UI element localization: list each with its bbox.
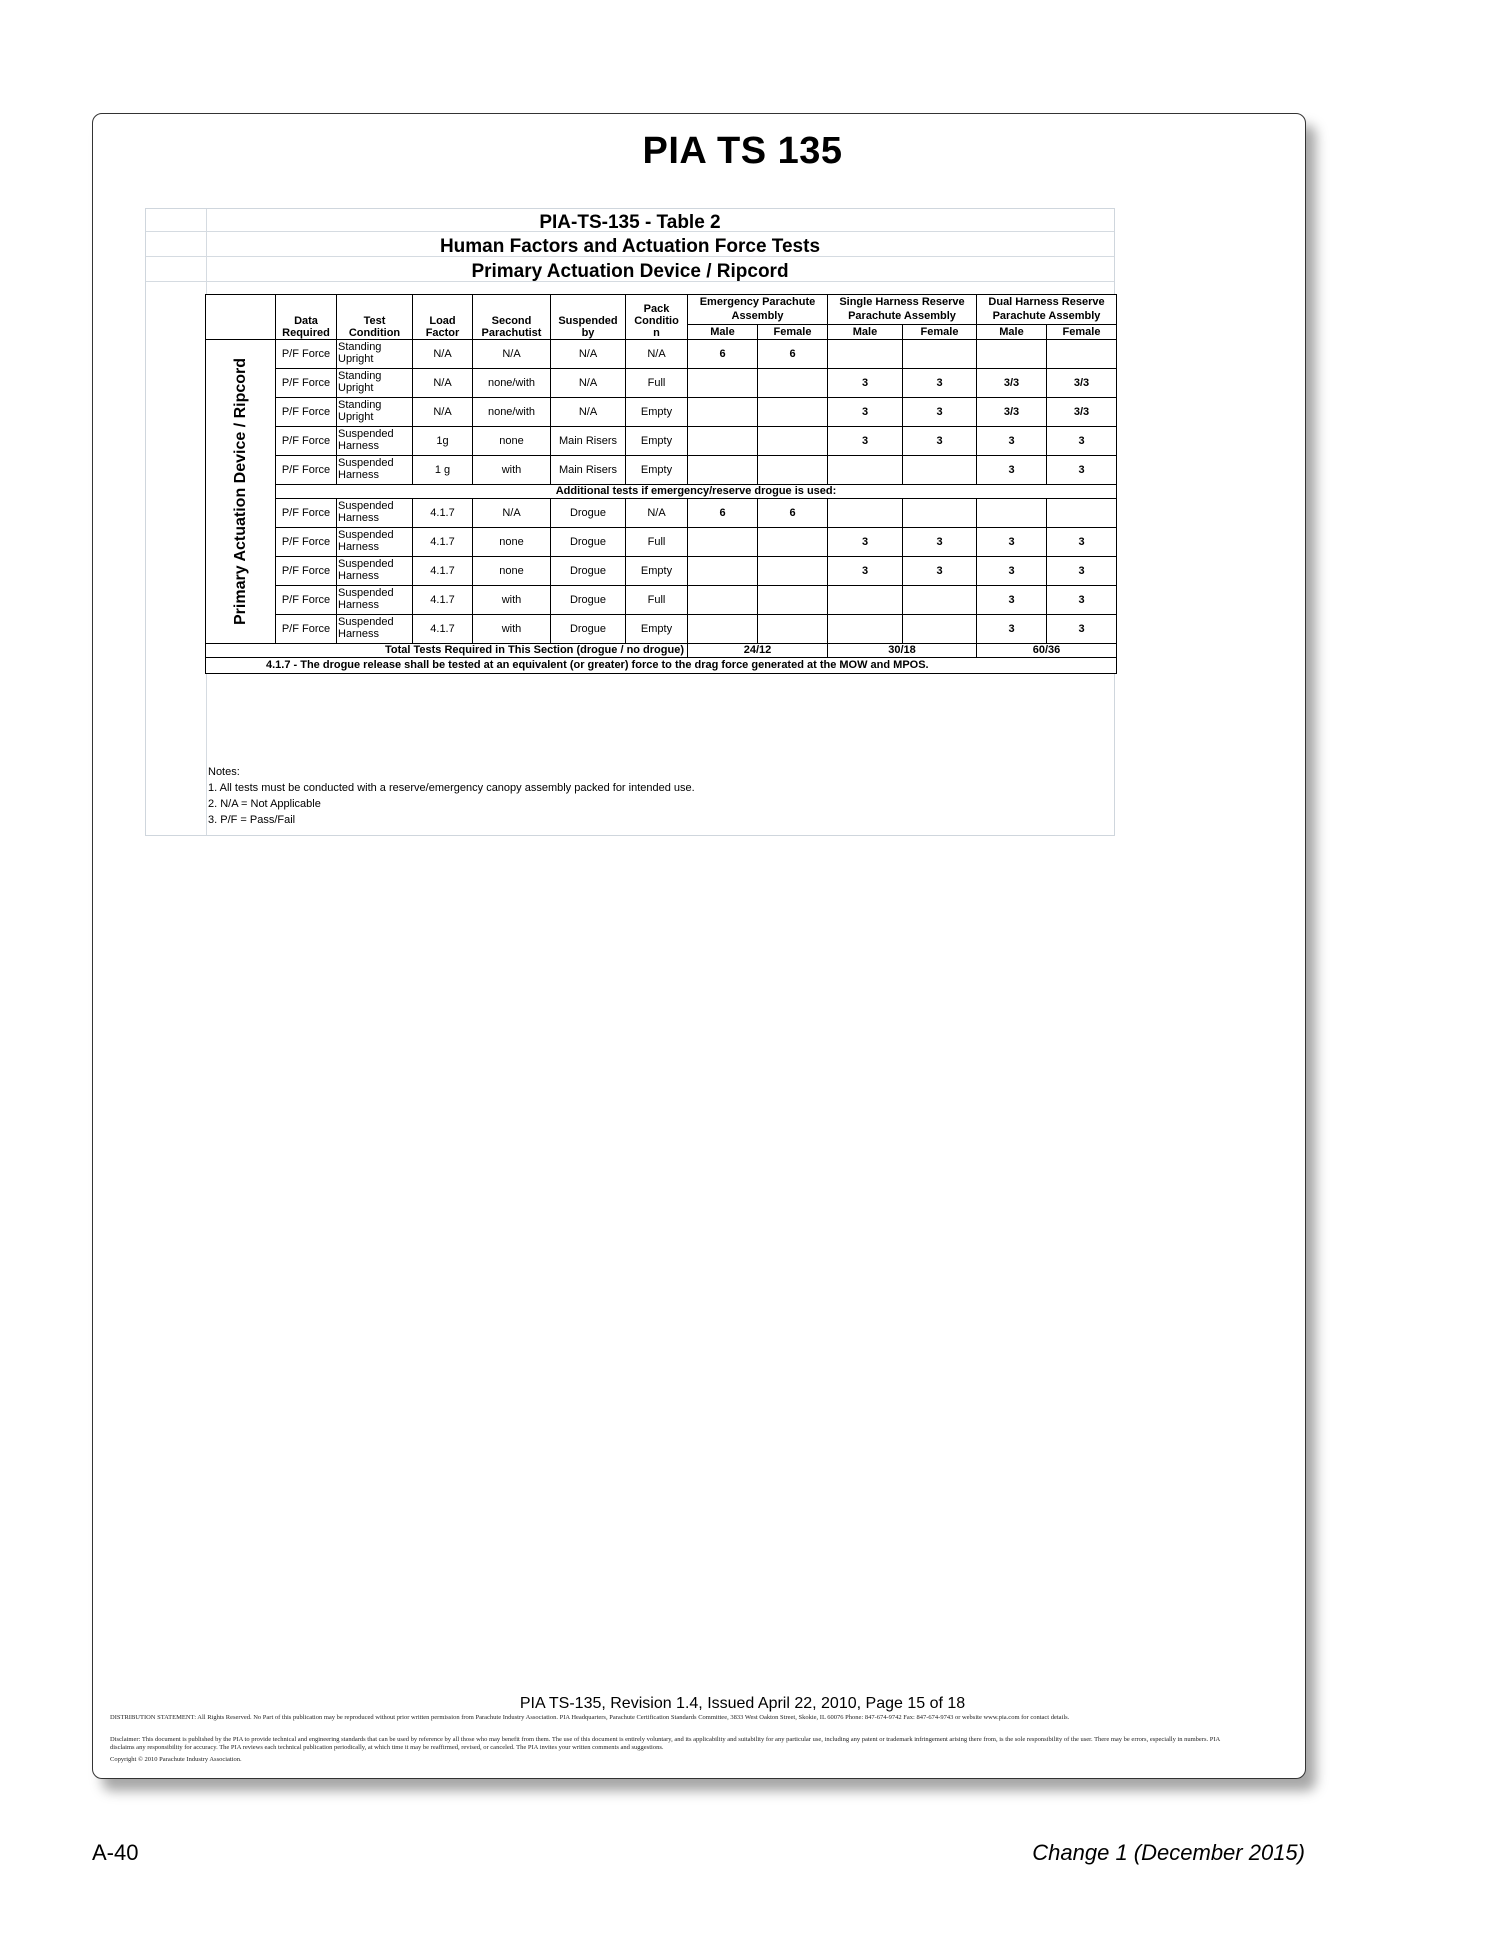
page-number: A-40 <box>92 1840 139 1865</box>
test-count-cell <box>688 427 758 456</box>
test-count-cell <box>828 499 903 528</box>
test-count-cell <box>903 615 977 644</box>
suspended-by-cell: N/A <box>551 340 626 369</box>
actuation-force-table <box>205 294 1117 674</box>
test-count-cell <box>1047 499 1117 528</box>
test-count-cell <box>688 615 758 644</box>
data-required-cell: P/F Force <box>276 615 337 644</box>
test-count-cell <box>758 615 828 644</box>
data-required-cell: P/F Force <box>276 528 337 557</box>
data-required-cell: P/F Force <box>276 586 337 615</box>
header-sex-1: Female <box>758 325 828 340</box>
note-line: 3. P/F = Pass/Fail <box>208 814 296 826</box>
header-line: Suspended <box>338 500 394 513</box>
test-count-cell <box>688 369 758 398</box>
table-row <box>206 456 1117 485</box>
load-factor-cell: 4.1.7 <box>413 528 473 557</box>
pack-condition-cell: Empty <box>626 398 688 427</box>
pack-condition-cell: Empty <box>626 615 688 644</box>
data-required-cell: P/F Force <box>276 398 337 427</box>
header-line: Dual Harness Reserve <box>988 295 1105 308</box>
header-line: Suspended <box>338 587 394 600</box>
test-count-cell: 3 <box>1047 586 1117 615</box>
load-factor-cell: N/A <box>413 369 473 398</box>
suspended-by-cell: Main Risers <box>551 456 626 485</box>
header-line: Suspended <box>338 529 394 542</box>
test-count-cell: 3/3 <box>1047 398 1117 427</box>
header-sex-4: Male <box>977 325 1047 340</box>
pack-condition-cell: N/A <box>626 499 688 528</box>
data-required-cell: P/F Force <box>276 499 337 528</box>
test-count-cell <box>903 456 977 485</box>
header-line: Upright <box>338 382 374 394</box>
test-count-cell <box>977 340 1047 369</box>
test-condition-cell <box>337 456 413 485</box>
test-count-cell <box>903 499 977 528</box>
data-required-cell: P/F Force <box>276 456 337 485</box>
load-factor-cell: N/A <box>413 340 473 369</box>
table-row <box>206 528 1117 557</box>
table-row <box>206 340 1117 369</box>
second-parachutist-cell: none <box>473 557 551 586</box>
test-count-cell <box>688 557 758 586</box>
pack-condition-cell: Full <box>626 586 688 615</box>
test-count-cell: 3 <box>828 369 903 398</box>
test-condition-cell <box>337 427 413 456</box>
test-count-cell: 3 <box>1047 528 1117 557</box>
test-count-cell: 3 <box>828 398 903 427</box>
pack-condition-cell: N/A <box>626 340 688 369</box>
test-count-cell <box>688 528 758 557</box>
suspended-by-cell: Main Risers <box>551 427 626 456</box>
totals-value: 30/18 <box>828 644 977 658</box>
footer-revision: PIA TS-135, Revision 1.4, Issued April 22, 2010, Page 15 of 18 <box>519 1695 966 1712</box>
suspended-by-cell: Drogue <box>551 615 626 644</box>
data-required-cell: P/F Force <box>276 369 337 398</box>
header-group-0 <box>688 295 828 325</box>
header-group-1 <box>828 295 977 325</box>
test-count-cell <box>828 615 903 644</box>
header-line: Suspended <box>338 616 394 629</box>
test-count-cell: 3 <box>977 528 1047 557</box>
data-required-cell: P/F Force <box>276 557 337 586</box>
second-parachutist-cell: with <box>473 615 551 644</box>
test-count-cell <box>758 586 828 615</box>
totals-label: Total Tests Required in This Section (drogue / no drogue) <box>206 644 688 658</box>
table-subtitle: Human Factors and Actuation Force Tests <box>439 236 821 257</box>
test-count-cell <box>688 398 758 427</box>
test-count-cell: 3 <box>903 528 977 557</box>
header-sex-0: Male <box>688 325 758 340</box>
test-count-cell <box>828 340 903 369</box>
test-condition-cell <box>337 557 413 586</box>
load-factor-cell: 4.1.7 <box>413 586 473 615</box>
table-row <box>206 398 1117 427</box>
test-count-cell: 3 <box>1047 427 1117 456</box>
test-count-cell: 3/3 <box>1047 369 1117 398</box>
test-count-cell <box>688 586 758 615</box>
second-parachutist-cell: N/A <box>473 340 551 369</box>
row-group-label: Primary Actuation Device / Ripcord <box>231 357 249 625</box>
header-suspended-by <box>551 295 626 340</box>
note-line: Notes: <box>208 766 240 778</box>
header-line: Factor <box>425 326 460 339</box>
table-row <box>206 615 1117 644</box>
header-line: Upright <box>338 353 374 365</box>
test-count-cell <box>1047 340 1117 369</box>
additional-tests-row <box>206 485 1117 499</box>
header-line: Harness <box>338 469 379 481</box>
test-count-cell: 3 <box>828 427 903 456</box>
test-count-cell <box>903 340 977 369</box>
data-required-cell: P/F Force <box>276 427 337 456</box>
test-count-cell: 3 <box>828 528 903 557</box>
load-factor-cell: 4.1.7 <box>413 499 473 528</box>
group-label-header <box>206 295 276 340</box>
second-parachutist-cell: with <box>473 456 551 485</box>
pack-condition-cell: Empty <box>626 557 688 586</box>
header-line: Parachute Assembly <box>848 309 956 322</box>
test-condition-cell <box>337 340 413 369</box>
header-line: Suspended <box>338 457 394 470</box>
second-parachutist-cell: with <box>473 586 551 615</box>
test-count-cell: 3 <box>1047 557 1117 586</box>
suspended-by-cell: N/A <box>551 398 626 427</box>
header-line: Suspended <box>558 314 618 327</box>
header-line: Suspended <box>338 428 394 441</box>
load-factor-cell: 4.1.7 <box>413 557 473 586</box>
table-row <box>206 557 1117 586</box>
header-sex-5: Female <box>1047 325 1117 340</box>
totals-value: 60/36 <box>977 644 1117 658</box>
test-condition-cell <box>337 615 413 644</box>
header-line: Parachute Assembly <box>992 309 1101 322</box>
totals-row <box>206 644 1117 658</box>
test-count-cell: 6 <box>758 340 828 369</box>
pack-condition-cell: Full <box>626 369 688 398</box>
test-count-cell: 3 <box>903 427 977 456</box>
test-count-cell: 3 <box>977 557 1047 586</box>
header-line: Harness <box>338 440 379 452</box>
header-line: Standing <box>338 341 382 354</box>
header-line: Harness <box>338 570 379 582</box>
page-title: PIA TS 135 <box>642 130 843 172</box>
test-count-cell: 6 <box>758 499 828 528</box>
suspended-by-cell: Drogue <box>551 499 626 528</box>
header-second-parachutist <box>473 295 551 340</box>
table-row <box>206 427 1117 456</box>
header-pack-condition <box>626 295 688 340</box>
header-test-condition <box>337 295 413 340</box>
test-count-cell: 3 <box>903 398 977 427</box>
distribution-statement: DISTRIBUTION STATEMENT: All Rights Reserved. No Part of this publication may be reproduced without prior written permission from Parachute Industry Association. PIA Headquarters, Parachute Certification Standards Committee, 3833 West Oakton Street, Skokie, IL 60076 Phone: 847-674-9742 Fax: 847-674-9743 or website www.pia.com for contact details. <box>110 1714 1070 1721</box>
test-count-cell <box>828 586 903 615</box>
header-line: Harness <box>338 628 379 640</box>
header-line: Conditio <box>634 314 679 327</box>
header-line: Standing <box>338 370 382 383</box>
header-line: Required <box>282 326 330 339</box>
test-count-cell: 3 <box>1047 456 1117 485</box>
header-line: Harness <box>338 599 379 611</box>
suspended-by-cell: Drogue <box>551 528 626 557</box>
header-line: Upright <box>338 411 374 423</box>
test-count-cell: 3 <box>977 427 1047 456</box>
header-line: Standing <box>338 399 382 412</box>
suspended-by-cell: N/A <box>551 369 626 398</box>
table-row <box>206 499 1117 528</box>
header-sex-3: Female <box>903 325 977 340</box>
table-title: PIA-TS-135 - Table 2 <box>539 212 721 233</box>
header-data-required <box>276 295 337 340</box>
test-count-cell <box>977 499 1047 528</box>
header-group-2 <box>977 295 1117 325</box>
pack-condition-cell: Empty <box>626 427 688 456</box>
load-factor-cell: 1g <box>413 427 473 456</box>
header-row <box>206 295 1117 325</box>
table-row <box>206 586 1117 615</box>
test-count-cell: 6 <box>688 499 758 528</box>
test-count-cell: 3/3 <box>977 369 1047 398</box>
test-count-cell: 3 <box>977 456 1047 485</box>
header-line: by <box>581 326 595 339</box>
test-count-cell: 3 <box>1047 615 1117 644</box>
footnote-row <box>206 658 1117 674</box>
header-line: Harness <box>338 541 379 553</box>
test-count-cell <box>758 557 828 586</box>
note-line: 1. All tests must be conducted with a reserve/emergency canopy assembly packed for intended use. <box>208 782 695 794</box>
load-factor-cell: 1 g <box>413 456 473 485</box>
test-count-cell <box>758 427 828 456</box>
table-subtitle-2: Primary Actuation Device / Ripcord <box>471 261 789 282</box>
header-line: Pack <box>643 302 670 315</box>
test-count-cell: 6 <box>688 340 758 369</box>
test-condition-cell <box>337 398 413 427</box>
header-line: n <box>653 326 660 339</box>
header-line: Condition <box>348 326 401 339</box>
test-count-cell <box>758 398 828 427</box>
header-line: Single Harness Reserve <box>839 295 965 308</box>
pack-condition-cell: Empty <box>626 456 688 485</box>
header-line: Harness <box>338 512 379 524</box>
test-count-cell <box>688 456 758 485</box>
second-parachutist-cell: none <box>473 528 551 557</box>
pack-condition-cell: Full <box>626 528 688 557</box>
load-factor-cell: 4.1.7 <box>413 615 473 644</box>
test-count-cell <box>828 456 903 485</box>
test-count-cell: 3 <box>977 615 1047 644</box>
footnote-417: 4.1.7 - The drogue release shall be tested at an equivalent (or greater) force to the drag force generated at the MOW and MPOS. <box>206 658 1117 674</box>
header-line: Data <box>294 314 318 327</box>
additional-tests-label: Additional tests if emergency/reserve drogue is used: <box>276 485 1117 499</box>
test-condition-cell <box>337 369 413 398</box>
second-parachutist-cell: none/with <box>473 398 551 427</box>
test-count-cell <box>758 369 828 398</box>
data-required-cell: P/F Force <box>276 340 337 369</box>
second-parachutist-cell: N/A <box>473 499 551 528</box>
test-count-cell: 3 <box>977 586 1047 615</box>
header-line: Emergency Parachute <box>699 295 816 308</box>
second-parachutist-cell: none <box>473 427 551 456</box>
test-count-cell: 3/3 <box>977 398 1047 427</box>
note-line: 2. N/A = Not Applicable <box>208 798 321 810</box>
test-condition-cell <box>337 528 413 557</box>
table-row <box>206 369 1117 398</box>
header-line: Parachutist <box>481 326 542 339</box>
test-condition-cell <box>337 586 413 615</box>
totals-value: 24/12 <box>688 644 828 658</box>
load-factor-cell: N/A <box>413 398 473 427</box>
test-count-cell: 3 <box>828 557 903 586</box>
test-count-cell <box>758 528 828 557</box>
disclaimer: Disclaimer: This document is published by the PIA to provide technical and engineering standards that can be used by reference by all those who may benefit from them. The use of this document is entirely voluntary, and its applicability and suitability for any particular use, including any patent or trademark infringement arising there from, is the sole responsibility of the user. There may be errors, especially in numbers. PIA disclaims any responsibility for accuracy. The PIA reviews each technical publication periodically, at which time it may be reaffirmed, revised, or canceled. The PIA invites your written comments and suggestions. <box>110 1736 1220 1751</box>
second-parachutist-cell: none/with <box>473 369 551 398</box>
header-load-factor <box>413 295 473 340</box>
test-count-cell: 3 <box>903 557 977 586</box>
header-sex-2: Male <box>828 325 903 340</box>
test-count-cell <box>758 456 828 485</box>
header-line: Load <box>429 314 456 327</box>
copyright: Copyright © 2010 Parachute Industry Association. <box>110 1756 242 1763</box>
header-line: Suspended <box>338 558 394 571</box>
test-count-cell <box>903 586 977 615</box>
change-note: Change 1 (December 2015) <box>1032 1840 1305 1865</box>
test-count-cell: 3 <box>903 369 977 398</box>
header-line: Test <box>363 314 386 327</box>
test-condition-cell <box>337 499 413 528</box>
suspended-by-cell: Drogue <box>551 557 626 586</box>
header-line: Second <box>491 314 532 327</box>
suspended-by-cell: Drogue <box>551 586 626 615</box>
header-line: Assembly <box>731 309 784 322</box>
